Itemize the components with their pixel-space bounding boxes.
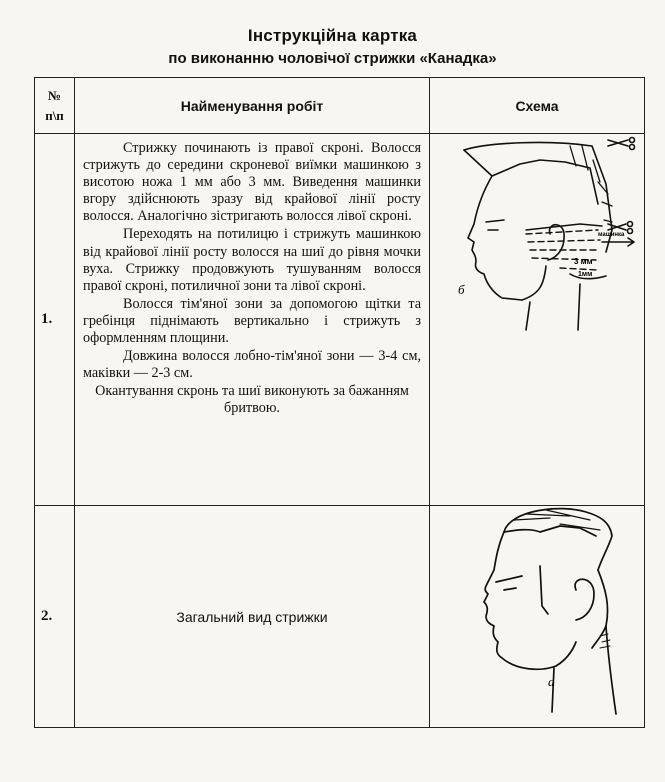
- figure-label-b: б: [458, 282, 465, 297]
- scissors-ring: [628, 222, 633, 227]
- row-number: 1.: [35, 134, 75, 506]
- face-profile: [468, 176, 522, 300]
- general-view-figure: [430, 506, 644, 726]
- mm-annotation-1: 3 мм: [574, 257, 593, 266]
- scheme-cell: [430, 506, 645, 728]
- eye-brow: [486, 220, 504, 230]
- table-header-row: [35, 78, 645, 134]
- hair-top: [504, 509, 612, 570]
- scheme-cell: [430, 134, 645, 506]
- sideburn: [540, 566, 548, 614]
- eye-brow: [496, 576, 522, 590]
- scissors-ring: [630, 138, 635, 143]
- table-row: [35, 134, 645, 506]
- card-subtitle: по виконанню чоловічої стрижки «Канадка»: [168, 50, 497, 67]
- scissors-ring: [628, 229, 633, 234]
- header-number-line1: №: [47, 87, 62, 103]
- temple-line: [526, 224, 602, 230]
- paragraph: Стрижку починають із правої скроні. Волосся стрижуть до середини скроневої виїмки машинкою з висотою ножа 1 мм або 3 мм. Виведення машинки вгору здійснюють зразу від крайової лінії росту волосся. Аналогічно зістригають волосся лівої скроні.: [83, 140, 421, 225]
- paragraph: Волосся тім'яної зони за допомогою щітки та гребінця піднімають вертикально і стрижуть з оформленням площини.: [83, 295, 421, 347]
- jaw-line: [556, 642, 576, 666]
- paragraph: Довжина волосся лобно-тім'яної зони — 3-4 см, маківки — 2-3 см.: [83, 348, 421, 382]
- paragraph: Переходять на потилицю і стрижуть машинкою від крайової лінії росту волосся на шиї до рівня мочки вуха. Стрижку продовжують тушуванням волосся правої скроні, потиличної зони та лівої скроні.: [83, 226, 421, 294]
- neck-lines: [552, 626, 616, 714]
- jaw-line: [522, 266, 546, 300]
- header-number-line2: п\п: [45, 107, 64, 123]
- row-description: Загальний вид стрижки: [75, 506, 430, 728]
- hair-inner-line: [464, 150, 598, 204]
- card-title: Інструкційна картка: [247, 26, 418, 45]
- hair-outline: [464, 143, 612, 252]
- face-profile: [484, 532, 556, 669]
- paragraph: Окантування скронь та шиї виконують за бажанням бритвою.: [95, 383, 409, 417]
- neck-lines: [526, 284, 580, 330]
- instruction-table: [34, 77, 645, 728]
- clipper-annotation: машинка: [598, 232, 625, 238]
- ear: [548, 225, 564, 260]
- scissors-icon-2: [608, 224, 626, 230]
- arrow: [602, 238, 634, 246]
- header-scheme: Схема: [430, 78, 645, 134]
- row-number: 2.: [35, 506, 75, 728]
- header-number: [35, 78, 75, 134]
- table-row: [35, 506, 645, 728]
- row-description: [75, 134, 430, 506]
- scissors-icon: [608, 140, 628, 146]
- mm-annotation-2: 1мм: [578, 271, 593, 278]
- header-works: Найменування робіт: [75, 78, 430, 134]
- figure-label-a: а: [548, 674, 555, 689]
- haircut-scheme-figure: [430, 134, 644, 334]
- nape-shading: [600, 634, 610, 648]
- ear: [575, 579, 594, 620]
- scissors-ring: [630, 145, 635, 150]
